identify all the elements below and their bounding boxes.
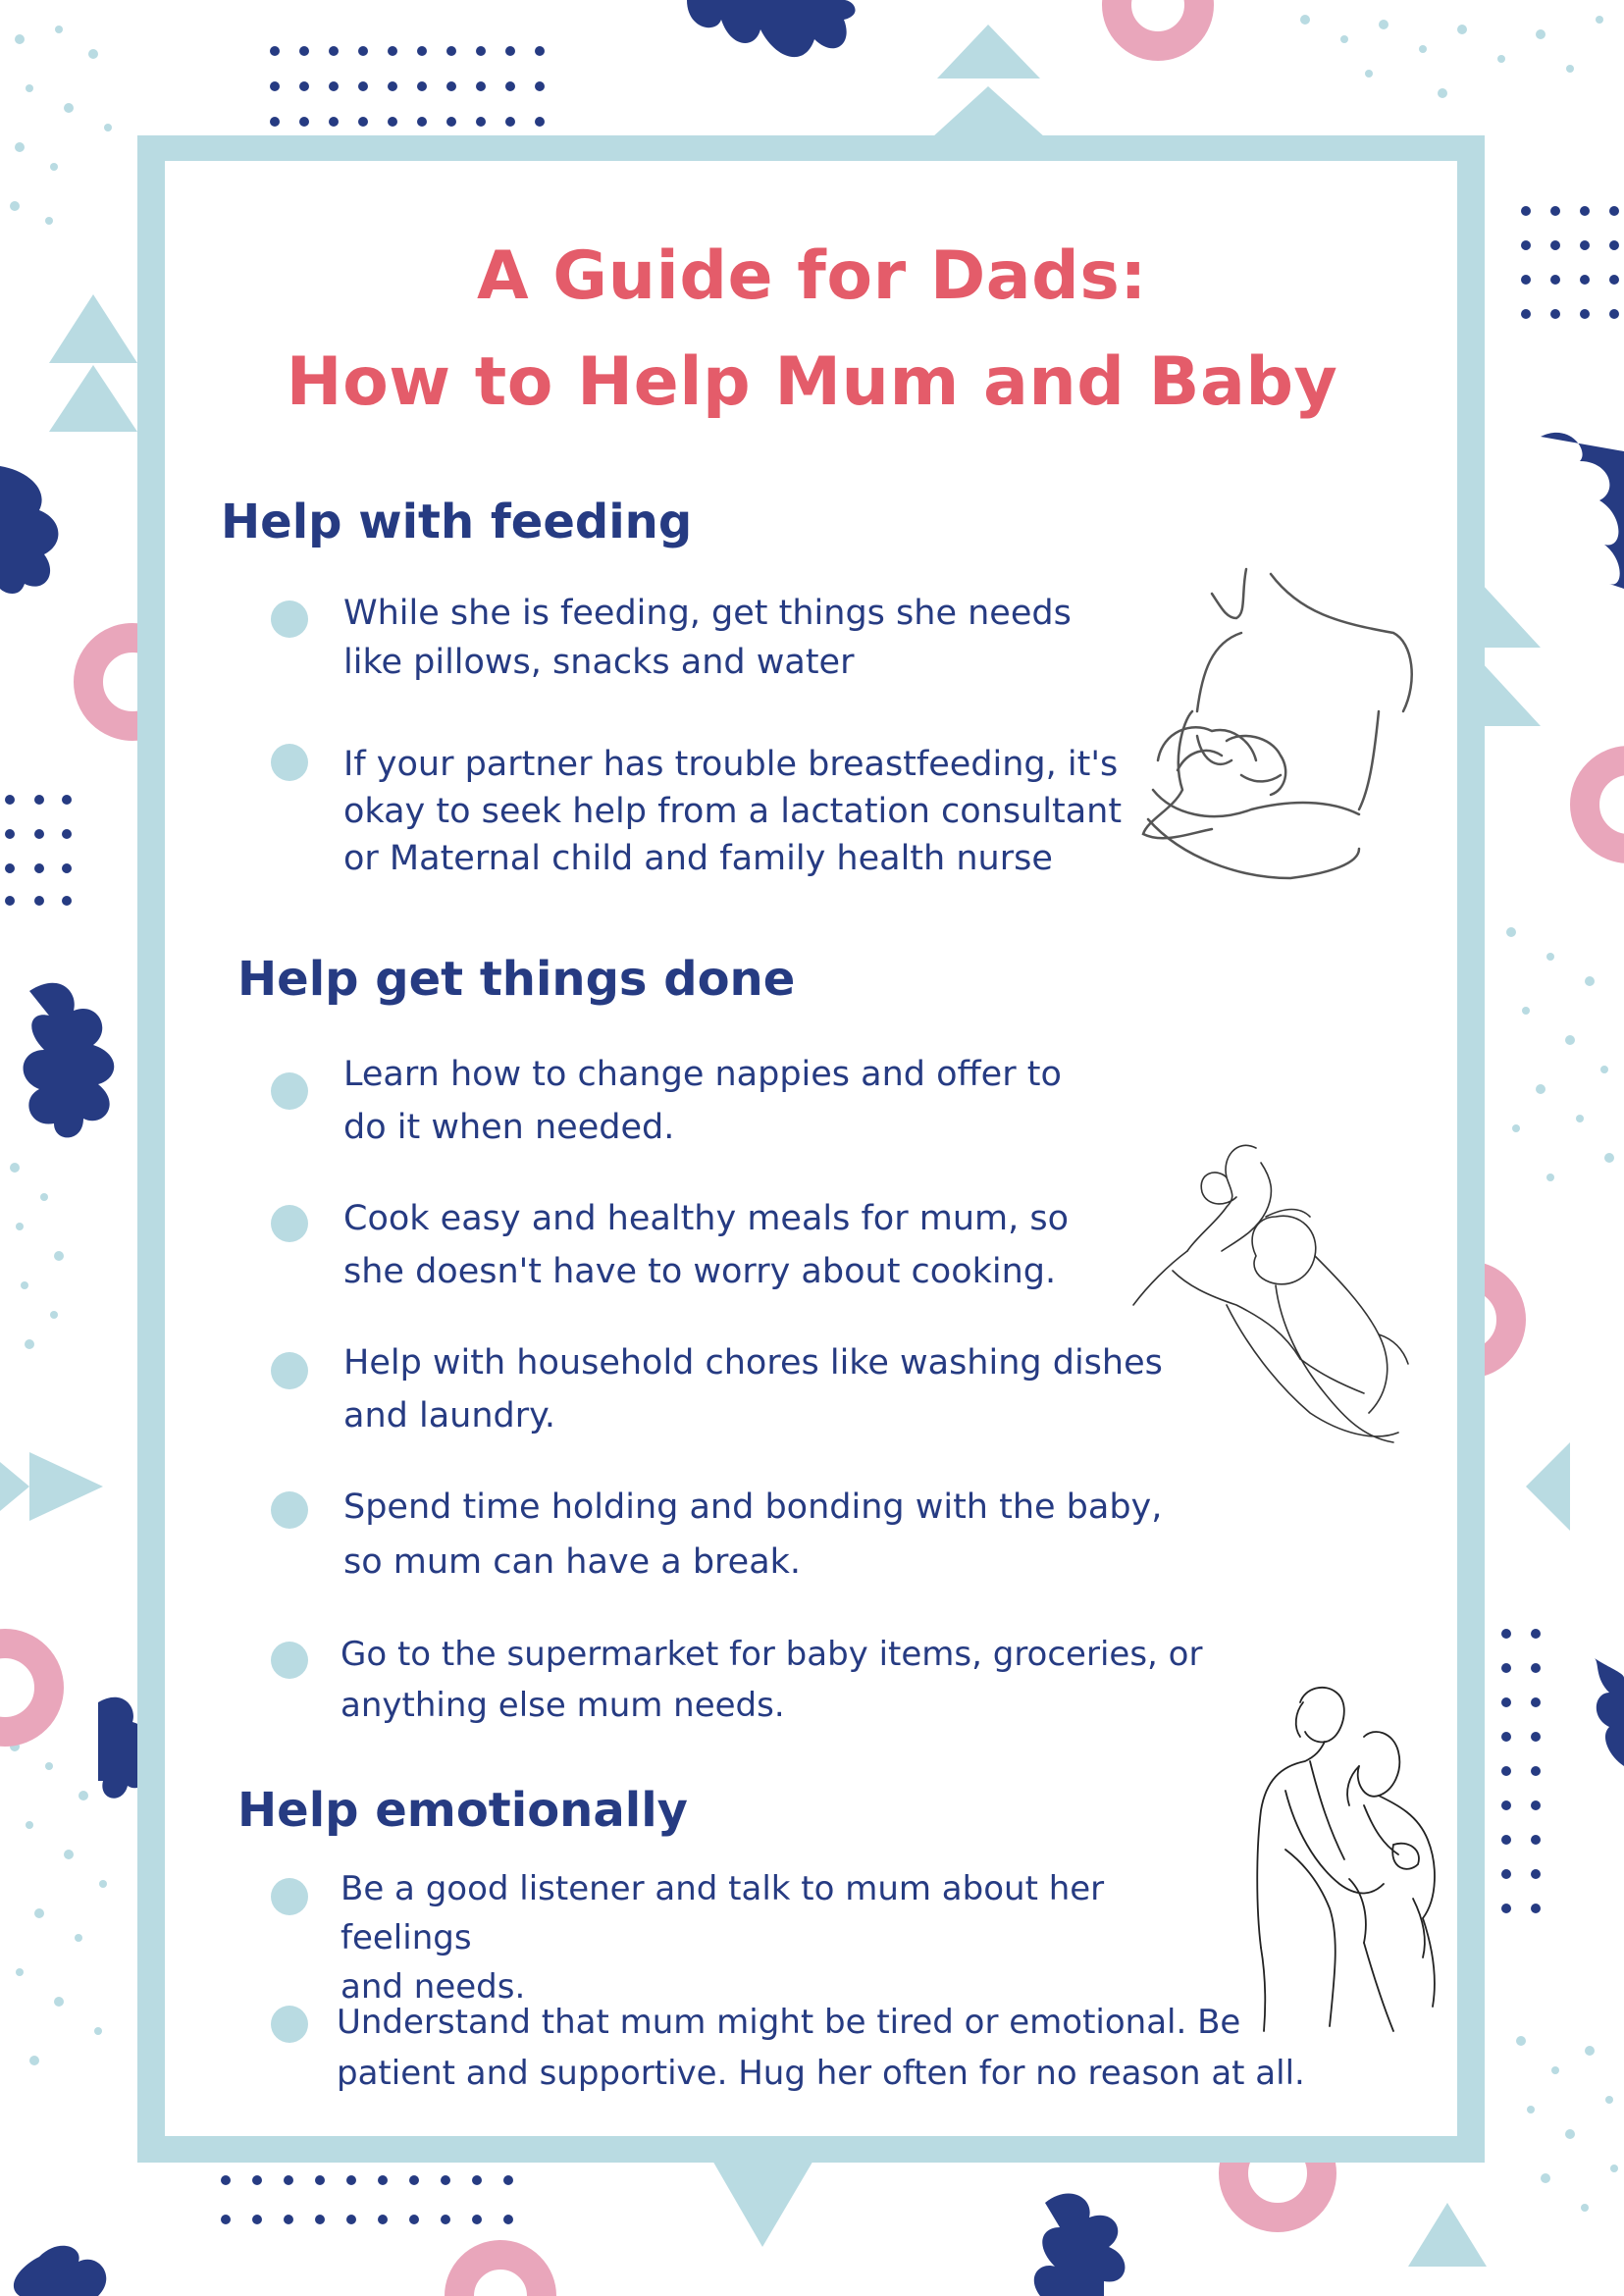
chores-item-1: Learn how to change nappies and offer to do it when needed. [343,1055,1062,1147]
breastfeeding-illustration [1133,564,1428,888]
feeding-item-2: If your partner has trouble breastfeeding, it's okay to seek help from a lactation consultant or Maternal child and family health nurse [343,745,1123,878]
emotional-item-1: Be a good listener and talk to mum about her feelings and needs. [341,1869,1105,2007]
page-title-line-1: A Guide for Dads: [477,237,1147,315]
page-title-line-2: How to Help Mum and Baby [286,343,1338,421]
bullet-dot [271,1878,308,1915]
parents-with-baby-illustration [1128,1138,1442,1472]
feeding-item-1: While she is feeding, get things she needs like pillows, snacks and water [343,594,1072,682]
section-heading-get-things-done: Help get things done [237,952,796,1007]
bullet-dot [271,1642,308,1679]
bullet-dot [271,1352,308,1389]
bullet-dot [271,744,308,781]
bullet-dot [271,1072,308,1110]
chores-item-2: Cook easy and healthy meals for mum, so she doesn't have to worry about cooking. [343,1199,1069,1291]
bullet-dot [271,1491,308,1529]
chores-item-5: Go to the supermarket for baby items, groceries, or anything else mum needs. [341,1635,1203,1725]
couple-embracing-illustration [1227,1683,1452,2036]
bullet-dot [271,1205,308,1242]
bullet-dot [271,600,308,638]
bullet-dot [271,2006,308,2043]
chores-item-3: Help with household chores like washing dishes and laundry. [343,1343,1163,1435]
section-heading-emotionally: Help emotionally [237,1783,688,1838]
emotional-item-2: Understand that mum might be tired or emotional. Be patient and supportive. Hug her often for no reason at all. [337,2003,1305,2093]
chores-item-4: Spend time holding and bonding with the baby, so mum can have a break. [343,1487,1163,1582]
section-heading-feeding: Help with feeding [221,495,693,549]
